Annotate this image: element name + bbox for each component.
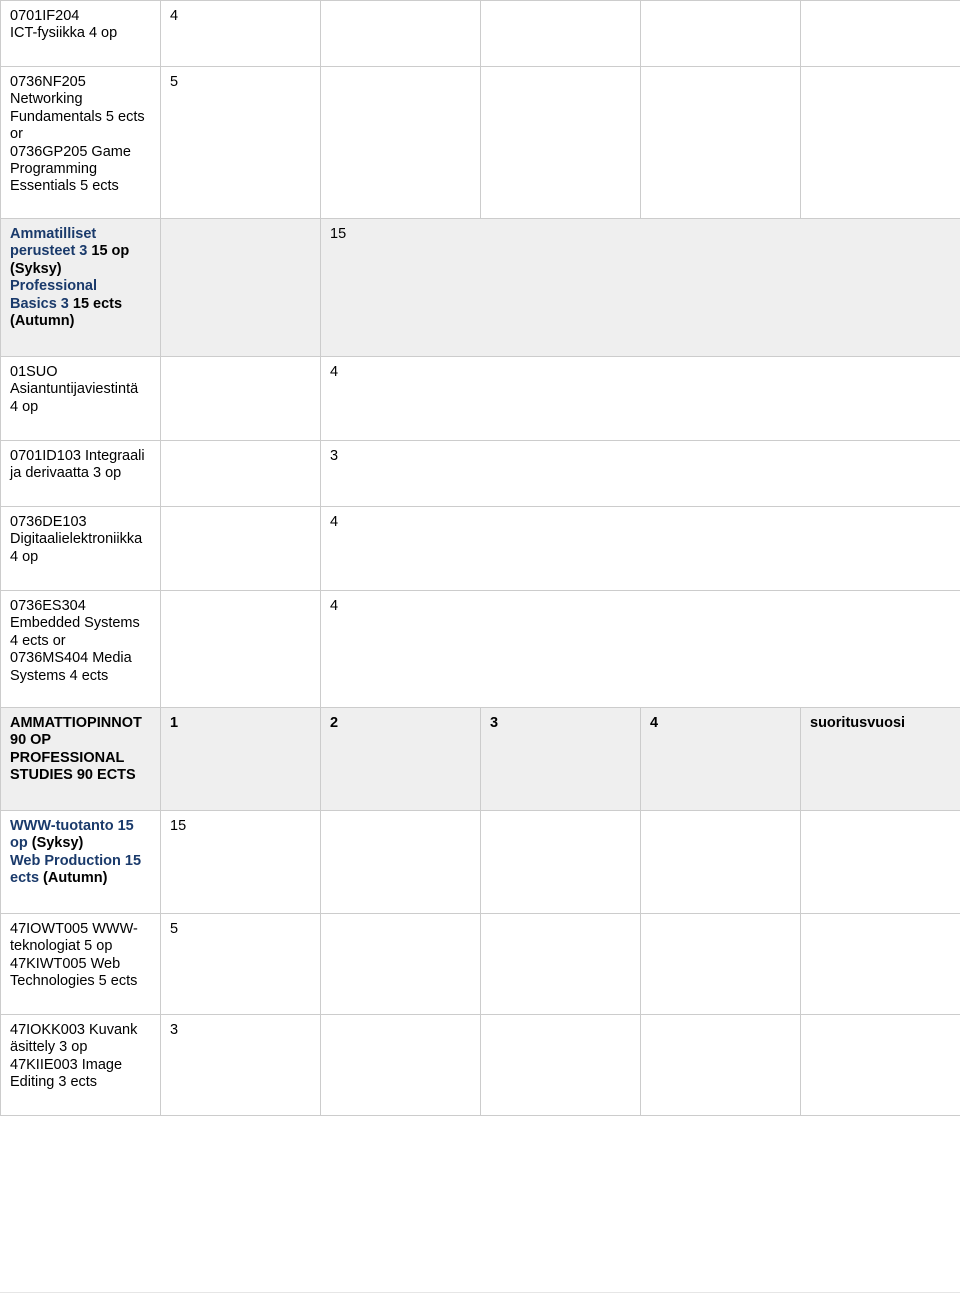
empty-cell (801, 811, 960, 914)
empty-cell (161, 357, 321, 441)
credit-cell (161, 1, 321, 67)
year-header (161, 708, 321, 811)
credit-cell (321, 591, 960, 708)
empty-cell (481, 914, 641, 1015)
credit-value: 4 (170, 8, 179, 24)
empty-cell (161, 507, 321, 591)
course-cell (1, 357, 161, 441)
course-name: 47IOKK003 Kuvank äsittely 3 op 47KIIE003 Image Editing 3 ects (10, 1022, 138, 1091)
empty-cell (481, 811, 641, 914)
course-cell (1, 1, 161, 67)
year-header (481, 708, 641, 811)
credit-value: 4 (330, 514, 339, 530)
module-credit-cell (321, 219, 960, 357)
empty-cell (641, 811, 801, 914)
module-credits-en: (Autumn) (39, 870, 108, 887)
module-credits-en: 15 ects (Autumn) (10, 295, 123, 330)
empty-cell (801, 1, 960, 67)
course-cell (1, 914, 161, 1015)
credit-cell (161, 1015, 321, 1116)
section-title-cell (1, 708, 161, 811)
year-label: 4 (650, 715, 659, 731)
course-cell (1, 507, 161, 591)
credit-value: 3 (170, 1022, 179, 1038)
empty-cell (321, 811, 481, 914)
module-cell (1, 219, 161, 357)
credit-value: 5 (170, 921, 179, 937)
credit-cell (321, 441, 960, 507)
year-header (321, 708, 481, 811)
table-row (1, 507, 960, 591)
course-cell (1, 1015, 161, 1116)
empty-cell (641, 1015, 801, 1116)
table-row (1, 914, 960, 1015)
empty-cell (161, 441, 321, 507)
empty-cell (321, 914, 481, 1015)
course-name: 0701IF204 ICT-fysiikka 4 op (10, 8, 118, 42)
credit-cell (321, 357, 960, 441)
module-cell (1, 811, 161, 914)
course-cell (1, 67, 161, 219)
table-row (1, 357, 960, 441)
empty-cell (641, 914, 801, 1015)
empty-cell (481, 1015, 641, 1116)
empty-cell (481, 67, 641, 219)
credit-cell (161, 811, 321, 914)
credit-value: 5 (170, 74, 179, 90)
empty-cell (321, 67, 481, 219)
credit-cell (321, 507, 960, 591)
course-name: 0701ID103 Integraali ja derivaatta 3 op (10, 448, 145, 482)
module-link[interactable]: Ammatilliset perusteet 3 (10, 226, 97, 260)
credit-value: 3 (330, 448, 339, 464)
module-credits: 15 op (Syksy) (10, 243, 130, 277)
module-link-en[interactable]: Professional Basics 3 (10, 278, 98, 312)
table-row (1, 441, 960, 507)
empty-cell (641, 1, 801, 67)
module-credits: (Syksy) (27, 835, 84, 852)
table-row (1, 1015, 960, 1116)
credit-cell (161, 914, 321, 1015)
year-label: 3 (490, 715, 499, 731)
module-link-en[interactable]: Web Production 15 ects (10, 852, 142, 887)
empty-cell (641, 67, 801, 219)
course-name: 0736NF205 Networking Fundamentals 5 ects or 0736GP205 Game Programming Essentials 5 ects (10, 74, 145, 195)
table-row (1, 67, 960, 219)
page-bottom-divider (0, 1292, 960, 1293)
year-label: 1 (170, 715, 179, 731)
year-header (801, 708, 960, 811)
module-row (1, 219, 960, 357)
course-name: 0736DE103 Digitaalielektroniikka 4 op (10, 514, 143, 565)
completion-year-label: suoritusvuosi (810, 715, 906, 731)
section-header-row (1, 708, 960, 811)
empty-cell (801, 67, 960, 219)
empty-cell (481, 1, 641, 67)
table-row (1, 1, 960, 67)
credit-value: 15 (330, 226, 347, 242)
course-name: 47IOWT005 WWW- teknologiat 5 op 47KIWT005 Web Technologies 5 ects (10, 921, 138, 990)
empty-cell (321, 1, 481, 67)
course-name: 01SUO Asiantuntijaviestintä 4 op (10, 364, 139, 415)
year-header (641, 708, 801, 811)
empty-cell (321, 1015, 481, 1116)
year-label: 2 (330, 715, 339, 731)
table-row (1, 591, 960, 708)
credit-cell (161, 67, 321, 219)
credit-value: 4 (330, 598, 339, 614)
credit-value: 4 (330, 364, 339, 380)
section-title: AMMATTIOPINNOT 90 OP PROFESSIONAL STUDIES 90 ECTS (10, 715, 142, 784)
course-cell (1, 441, 161, 507)
course-cell (1, 591, 161, 708)
credit-value: 15 (170, 818, 187, 834)
empty-cell (161, 219, 321, 357)
course-name: 0736ES304 Embedded Systems 4 ects or 0736MS404 Media Systems 4 ects (10, 598, 140, 684)
module-row (1, 811, 960, 914)
empty-cell (801, 1015, 960, 1116)
empty-cell (801, 914, 960, 1015)
empty-cell (161, 591, 321, 708)
module-link[interactable]: WWW-tuotanto 15 op (10, 818, 134, 852)
